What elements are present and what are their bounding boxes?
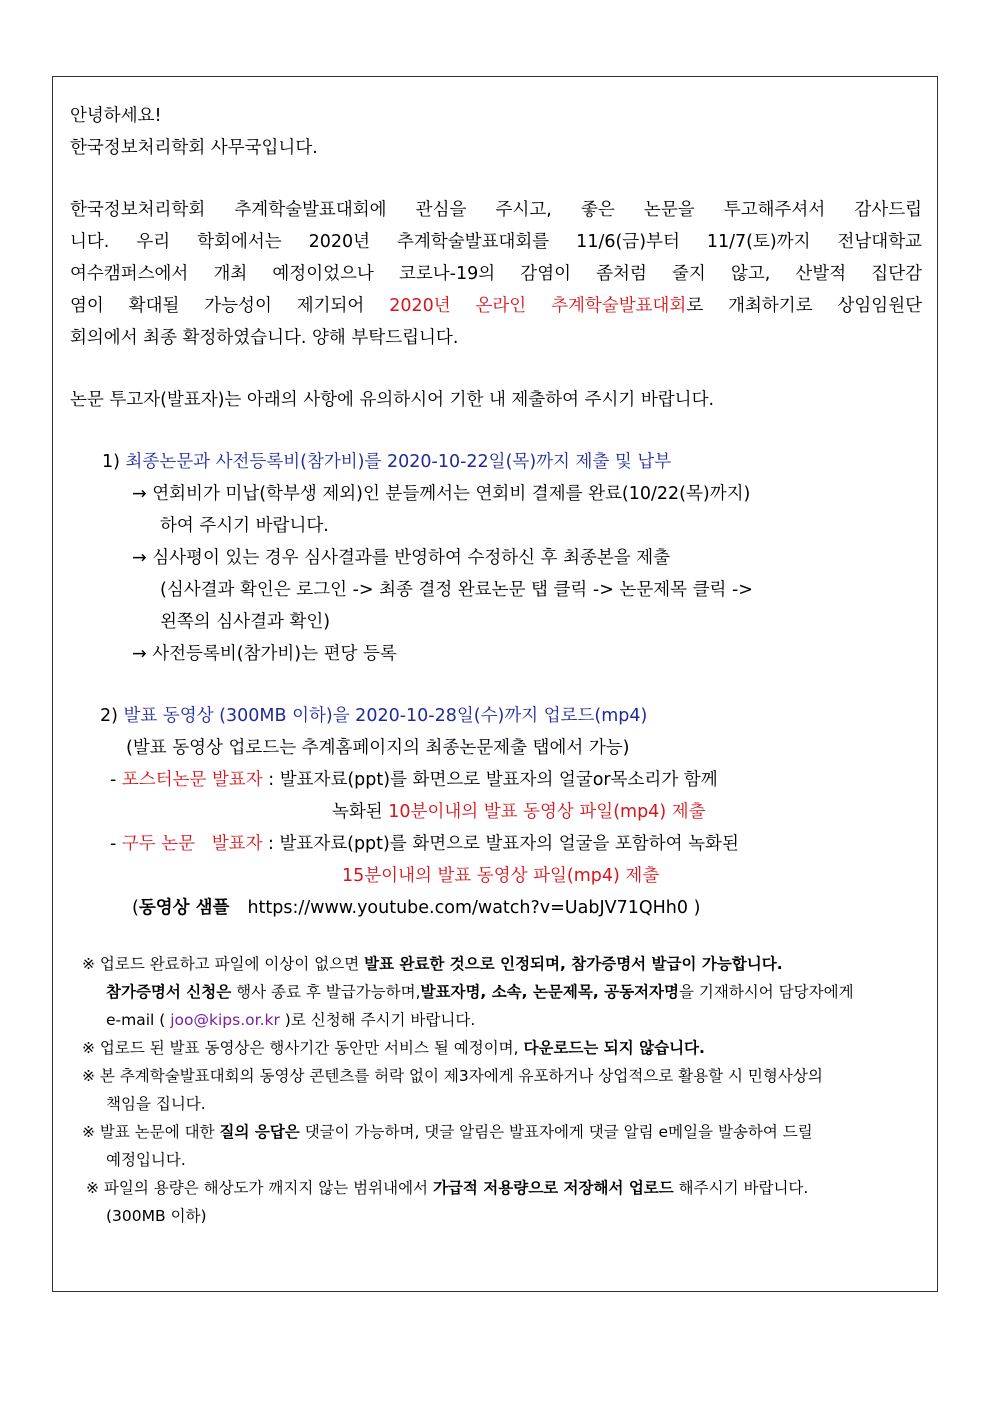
intro-line-1: 한국정보처리학회 추계학술발표대회에 관심을 주시고, 좋은 논문을 투고해주셔서 감사드립 [70, 200, 922, 220]
greeting-hello: 안녕하세요! [70, 106, 162, 126]
video-sample-line: (동영상 샘플 https://www.youtube.com/watch?v=UabJV71QHh0 ) [132, 898, 701, 918]
section1-item-b-cont: (심사결과 확인은 로그인 -> 최종 결정 완료논문 탭 클릭 -> 논문제목 클릭 -> [160, 580, 753, 600]
video-sample-label: 동영상 샘플 [138, 898, 230, 918]
online-conference-highlight: 2020년 온라인 추계학술발표대회 [389, 296, 687, 316]
poster-presenter-label: 포스터논문 발표자 [121, 770, 263, 790]
intro-line-3: 여수캠퍼스에서 개최 예정이었으나 코로나-19의 감염이 좀처럼 줄지 않고, 산발적 집단감 [70, 264, 922, 284]
intro-line-4: 염이 확대될 가능성이 제기되어 2020년 온라인 추계학술발표대회로 개최하기로 상임임원단 [70, 296, 922, 316]
poster-presenter-line: - 포스터논문 발표자 : 발표자료(ppt)를 화면으로 발표자의 얼굴or목소리가 함께 [110, 770, 718, 790]
note-1: ※ 업로드 완료하고 파일에 이상이 없으면 발표 완료한 것으로 인정되며, 참가증명서 발급이 가능합니다. [82, 955, 783, 973]
note-3-cont: 책임을 집니다. [106, 1095, 206, 1113]
section2-title: 2) 발표 동영상 (300MB 이하)을 2020-10-28일(수)까지 업로드(mp4) [100, 706, 648, 726]
section1-title: 1) 최종논문과 사전등록비(참가비)를 2020-10-22일(목)까지 제출 및 납부 [102, 452, 672, 472]
section1-item-b: → 심사평이 있는 경우 심사결과를 반영하여 수정하신 후 최종본을 제출 [132, 548, 671, 568]
notice-content [70, 100, 922, 1230]
oral-presenter-label: 구두 논문 발표자 [121, 834, 263, 854]
section1-item-b-cont2: 왼쪽의 심사결과 확인) [160, 612, 331, 632]
note-4: ※ 발표 논문에 대한 질의 응답은 댓글이 가능하며, 댓글 알림은 발표자에게 댓글 알림 e메일을 발송하여 드릴 [82, 1123, 813, 1141]
note-1-cont: 참가증명서 신청은 행사 종료 후 발급가능하며,발표자명, 소속, 논문제목, 공동저자명을 기재하시어 담당자에게 [106, 983, 854, 1001]
poster-presenter-line-2: 녹화된 10분이내의 발표 동영상 파일(mp4) 제출 [332, 802, 706, 822]
section1-item-c: → 사전등록비(참가비)는 편당 등록 [132, 644, 397, 664]
note-4-cont: 예정입니다. [106, 1151, 186, 1169]
contact-email-link[interactable]: joo@kips.or.kr [170, 1011, 280, 1029]
section2-subtitle: (발표 동영상 업로드는 추계홈페이지의 최종논문제출 탭에서 가능) [126, 738, 630, 758]
section1-item-a: → 연회비가 미납(학부생 제외)인 분들께서는 연회비 결제를 완료(10/22(목)까지) [132, 484, 751, 504]
instruction: 논문 투고자(발표자)는 아래의 사항에 유의하시어 기한 내 제출하여 주시기 바랍니다. [70, 390, 715, 410]
note-5-cont: (300MB 이하) [106, 1207, 207, 1225]
section1-item-a-cont: 하여 주시기 바랍니다. [160, 516, 329, 536]
greeting-office: 한국정보처리학회 사무국입니다. [70, 138, 318, 158]
note-3: ※ 본 추계학술발표대회의 동영상 콘텐츠를 허락 없이 제3자에게 유포하거나 상업적으로 활용할 시 민형사상의 [82, 1067, 823, 1085]
intro-line-2: 니다. 우리 학회에서는 2020년 추계학술발표대회를 11/6(금)부터 11/7(토)까지 전남대학교 [70, 232, 922, 252]
oral-presenter-line: - 구두 논문 발표자 : 발표자료(ppt)를 화면으로 발표자의 얼굴을 포함하여 녹화된 [110, 834, 739, 854]
intro-line-5: 회의에서 최종 확정하였습니다. 양해 부탁드립니다. [70, 328, 459, 348]
note-2: ※ 업로드 된 발표 동영상은 행사기간 동안만 서비스 될 예정이며, 다운로드는 되지 않습니다. [82, 1039, 705, 1057]
note-5: ※ 파일의 용량은 해상도가 깨지지 않는 범위내에서 가급적 저용량으로 저장해서 업로드 해주시기 바랍니다. [86, 1179, 809, 1197]
video-sample-link[interactable]: https://www.youtube.com/watch?v=UabJV71QHh0 ) [247, 898, 701, 918]
note-1-email: e-mail ( joo@kips.or.kr )로 신청해 주시기 바랍니다. [106, 1011, 476, 1029]
oral-presenter-line-2: 15분이내의 발표 동영상 파일(mp4) 제출 [342, 866, 660, 886]
